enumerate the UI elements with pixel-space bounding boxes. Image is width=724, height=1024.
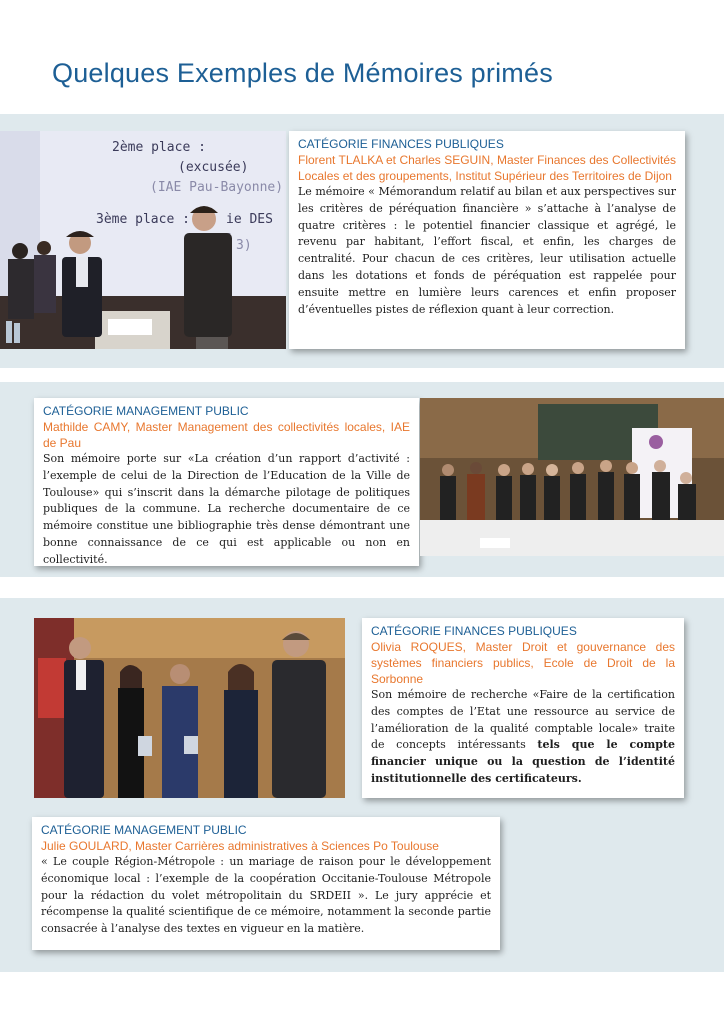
entry-category: CATÉGORIE MANAGEMENT PUBLIC bbox=[43, 404, 249, 418]
photo-slide-text: ie DES bbox=[226, 212, 273, 227]
entry-description: Son mémoire porte sur «La création d’un rapport d’activité : l’exemple de celui de la Direction de l’Education de la Ville de Toulouse» qui s’inscrit dans la démarche pilotage de politiques publiques de la commune. La recherche documentaire de ce mémoire constitue une bibliographie très dense démontrant une bonne connaissance de ce qui est applicable ou non en collectivité. bbox=[43, 452, 410, 566]
photo-group-2 bbox=[420, 398, 724, 556]
entry-card-3 bbox=[362, 618, 684, 798]
photo-slide-text: (excusée) bbox=[178, 160, 249, 175]
photo-slide-text: (IAE Pau-Bayonne) bbox=[150, 180, 284, 195]
entry-description-part: Son mémoire de recherche «Faire de la certification des comptes de l’Etat une ressource au service de l’amélioration de la qualité comptable locale» traite de concepts intéressants bbox=[371, 688, 675, 752]
photo-award-ceremony-3 bbox=[34, 618, 345, 798]
entry-authors: Julie GOULARD, Master Carrières administratives à Sciences Po Toulouse bbox=[41, 839, 439, 853]
photo-slide-text: 3ème place : bbox=[96, 212, 190, 227]
entry-description: Le mémoire « Mémorandum relatif au bilan et aux perspectives sur les critères de péréquation financière » s’attache à l’analyse de quatre critères : le potentiel financier classique et agrégé, le revenu par habitant, l’effort fiscal, et enfin, les charges de centralité. Pour chacun de ces critères, leur utilisation actuelle dans les dotations et fonds de péréquation est rappelée pour ensuite mettre en lumière leurs carences et enfin proposer d’éventuelles pistes de réflexion quant à leur correction. bbox=[298, 185, 676, 316]
entry-card-1 bbox=[289, 131, 685, 349]
entry-authors: Mathilde CAMY, Master Management des collectivités locales, IAE de Pau bbox=[43, 420, 410, 450]
entry-category: CATÉGORIE MANAGEMENT PUBLIC bbox=[41, 823, 247, 837]
photo-slide-text: 3) bbox=[236, 238, 252, 253]
page-title: Quelques Exemples de Mémoires primés bbox=[52, 58, 553, 88]
entry-description-bold: tels que le compte financier unique ou la question de l’identité institutionnelle des certificateurs. bbox=[371, 738, 675, 785]
entry-authors: Florent TLALKA et Charles SEGUIN, Master Finances des Collectivités Locales et des groupements, Institut Supérieur des Territoires de Dijon bbox=[298, 153, 676, 183]
entry-authors: Olivia ROQUES, Master Droit et gouvernance des systèmes financiers publics, Ecole de Droit de la Sorbonne bbox=[371, 640, 675, 686]
photo-award-ceremony-1 bbox=[0, 131, 286, 349]
entry-card-4 bbox=[32, 817, 500, 950]
entry-description: « Le couple Région-Métropole : un mariage de raison pour le développement économique local : l’exemple de la coopération Occitanie-Toulouse Métropole pour la rédaction du volet métropolitain du SRDEII ». Le jury apprécie et récompense la qualité scientifique de ce mémoire, notamment la seconde partie consacrée à l’analyse des textes en vigueur en la matière. bbox=[41, 855, 491, 936]
photo-slide-text: 2ème place : bbox=[112, 140, 206, 155]
entry-card-2 bbox=[34, 398, 419, 566]
entry-category: CATÉGORIE FINANCES PUBLIQUES bbox=[371, 624, 577, 638]
entry-category: CATÉGORIE FINANCES PUBLIQUES bbox=[298, 137, 504, 151]
entry-description bbox=[371, 687, 675, 788]
